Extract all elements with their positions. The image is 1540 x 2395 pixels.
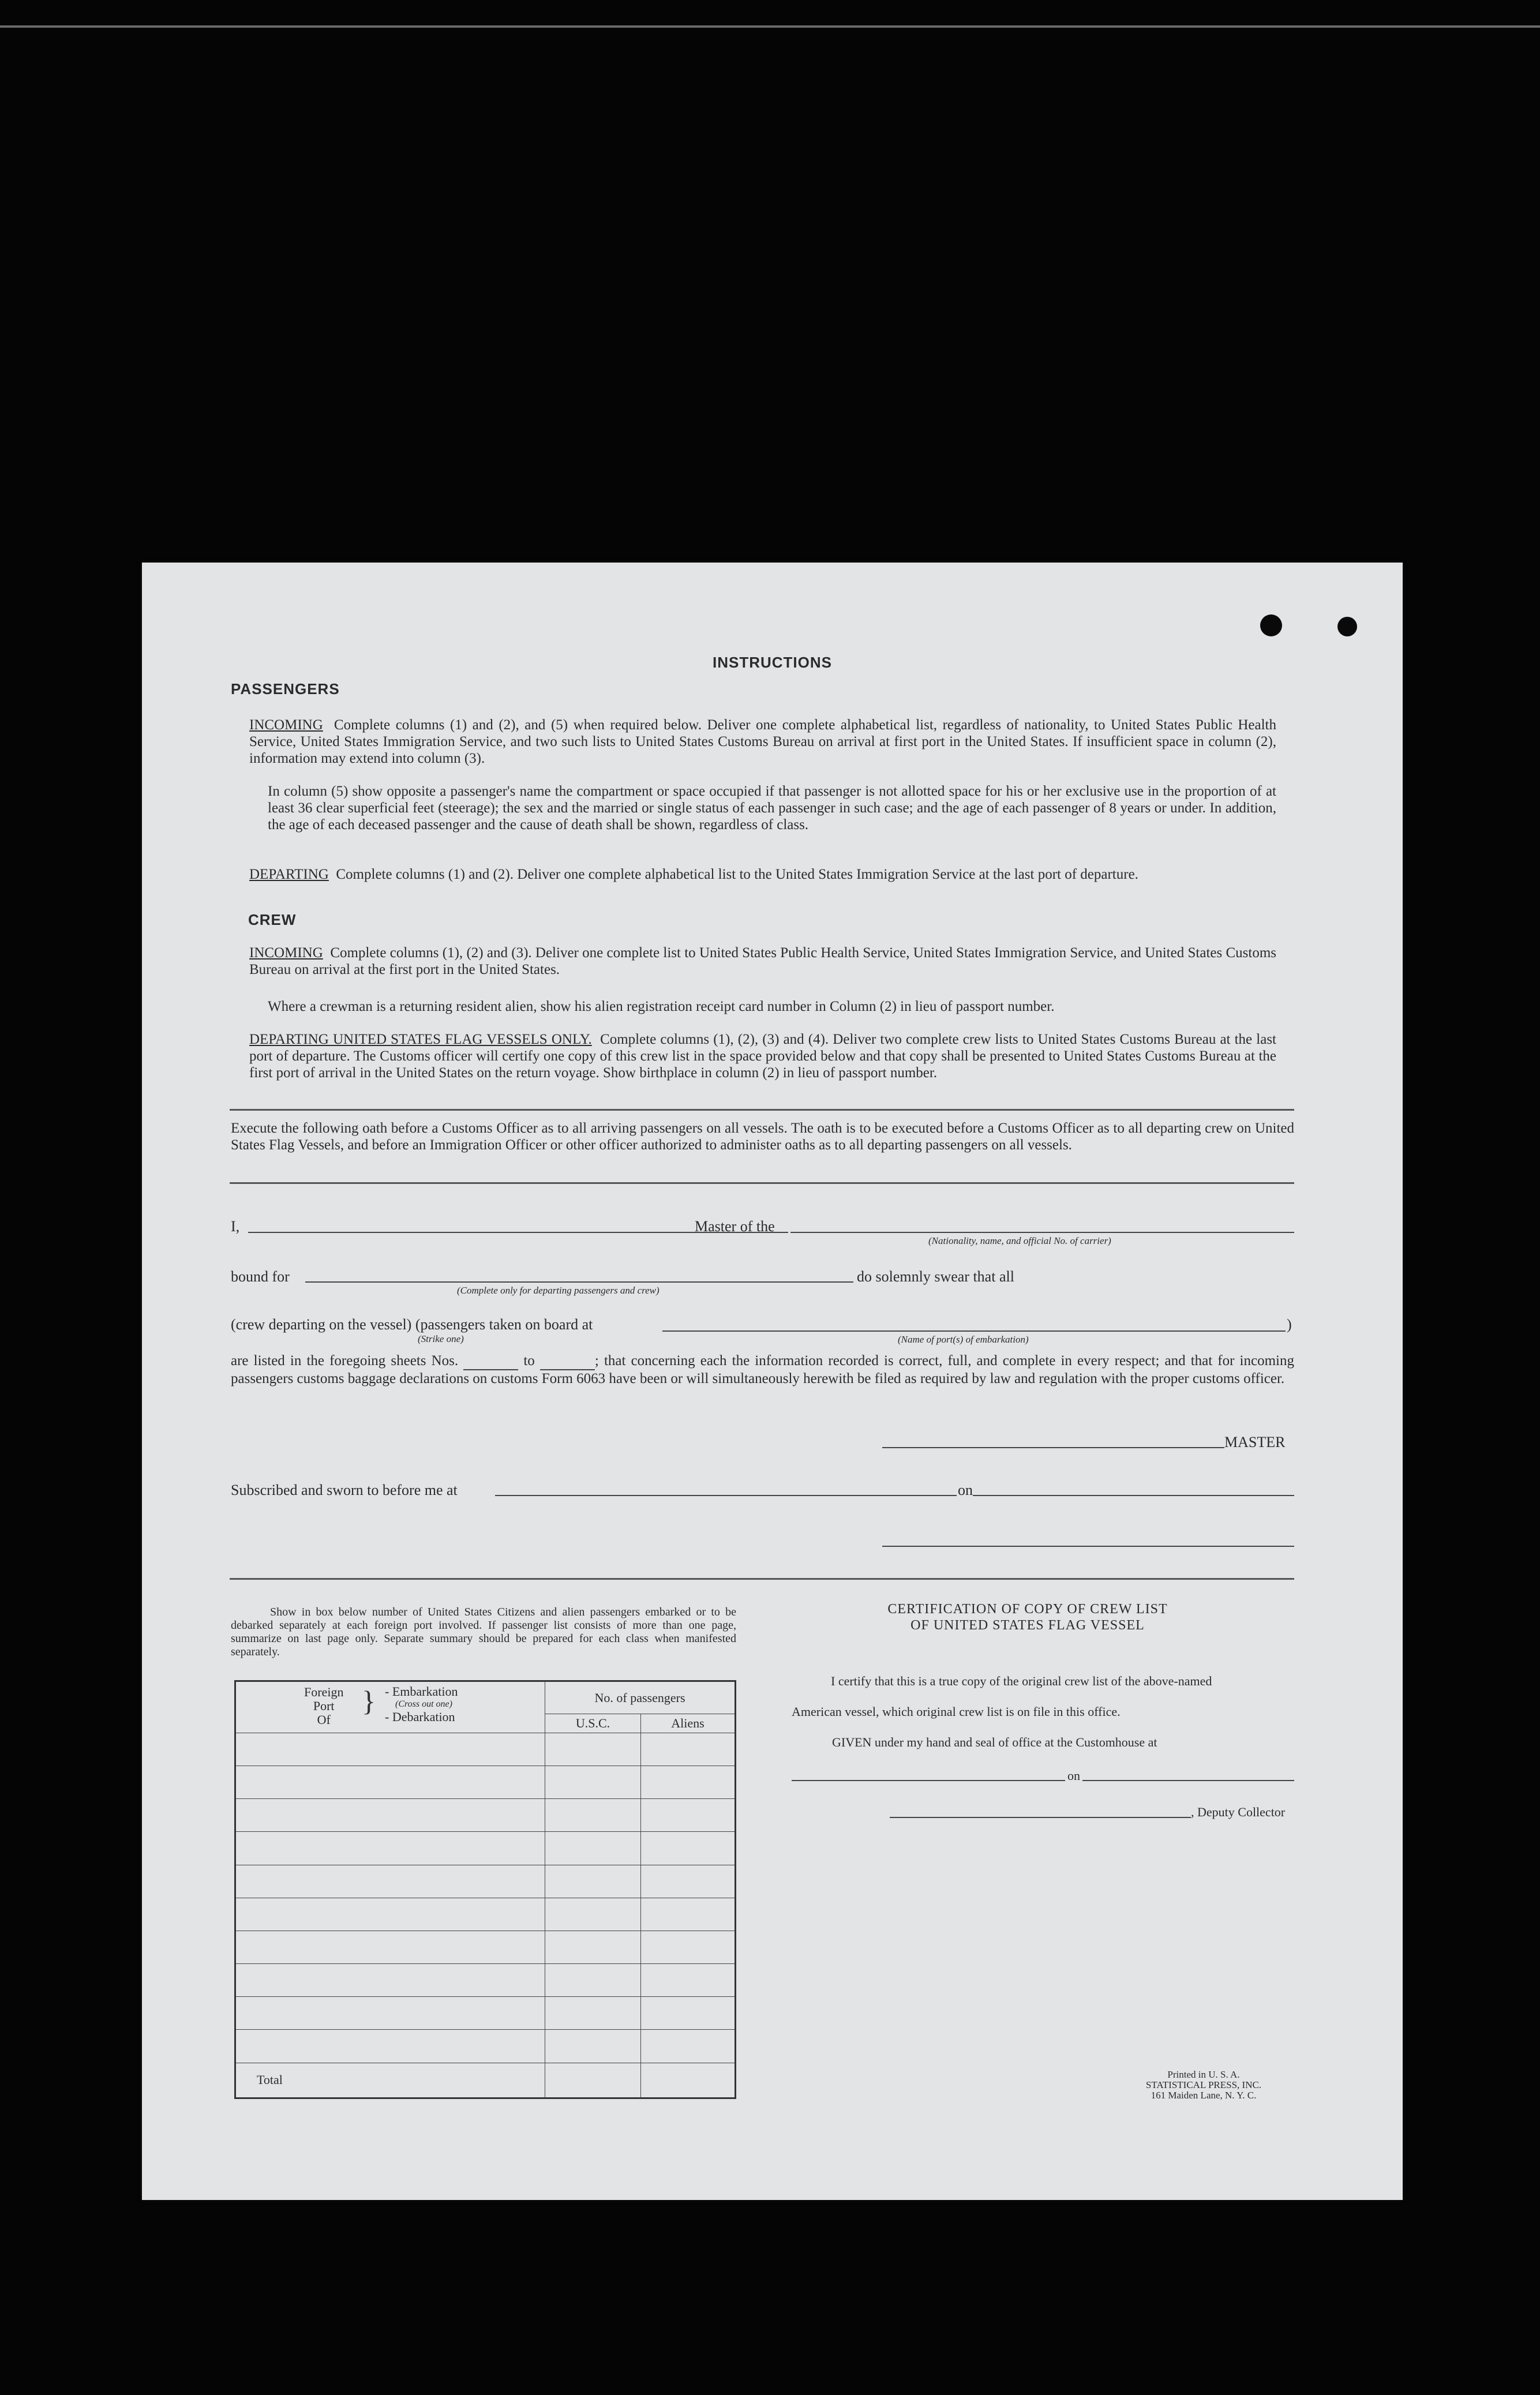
printer-line1: Printed in U. S. A. — [1167, 2069, 1240, 2080]
sworn-date-line[interactable] — [973, 1495, 1294, 1496]
port-cell[interactable] — [235, 1799, 545, 1832]
flag-vessels-label: DEPARTING UNITED STATES FLAG VESSELS ONLY. — [249, 1032, 592, 1047]
subscribed-label: Subscribed and sworn to before me at — [231, 1482, 458, 1498]
passengers-departing-paragraph — [249, 866, 1276, 883]
port-cell[interactable] — [235, 1997, 545, 2030]
usc-total-cell[interactable] — [545, 2063, 641, 2098]
crewman-paragraph: Where a crewman is a returning resident alien, show his alien registration receipt card number in Column (2) in lieu of passport number. — [268, 999, 1055, 1014]
bound-for-label: bound for — [231, 1268, 290, 1285]
section-divider — [230, 1578, 1294, 1580]
certification-on-label: on — [1067, 1768, 1080, 1783]
usc-cell[interactable] — [545, 1964, 641, 1997]
officer-signature-line[interactable] — [882, 1546, 1294, 1547]
complete-only-caption: (Complete only for departing passengers and crew) — [457, 1285, 660, 1296]
port-cell[interactable] — [235, 1733, 545, 1766]
nationality-caption: (Nationality, name, and official No. of carrier) — [928, 1235, 1111, 1246]
sworn-place-line[interactable] — [495, 1495, 957, 1496]
usc-cell[interactable] — [545, 1766, 641, 1799]
usc-header: U.S.C. — [545, 1714, 641, 1733]
punch-hole — [1260, 614, 1282, 636]
usc-cell[interactable] — [545, 1832, 641, 1865]
printer-line3: 161 Maiden Lane, N. Y. C. — [1151, 2090, 1257, 2101]
crew-departing-label: (crew departing on the vessel) (passengers taken on board at — [231, 1316, 593, 1333]
listed-paragraph — [231, 1352, 1294, 1387]
passengers-incoming-paragraph — [249, 717, 1276, 767]
flag-vessels-paragraph — [249, 1031, 1276, 1081]
aliens-cell[interactable] — [641, 1865, 736, 1898]
crew-heading: CREW — [248, 911, 297, 928]
usc-cell[interactable] — [545, 1997, 641, 2030]
departing-text: Complete columns (1) and (2). Deliver one complete alphabetical list to the United States Immigration Service at the last port of departure. — [336, 867, 1138, 882]
instructions-title: INSTRUCTIONS — [713, 654, 832, 671]
usc-cell[interactable] — [545, 1931, 641, 1963]
master-label: MASTER — [1224, 1434, 1286, 1451]
close-paren: ) — [1287, 1316, 1292, 1333]
certify-line2: American vessel, which original crew list is on file in this office. — [792, 1704, 1121, 1719]
debarkation-label: - Debarkation — [385, 1710, 455, 1724]
listed-to: to — [523, 1353, 535, 1369]
deputy-signature-line[interactable] — [890, 1817, 1191, 1818]
incoming-text: Complete columns (1) and (2), and (5) when required below. Deliver one complete alphabetical list, regardless of nationality, to United States Public Health Service, United States Immigration Service, and two such lists to United States Customs Bureau on arrival at first port in the United States. If insufficient space in column (2), information may extend into column (3). — [249, 717, 1277, 766]
vessel-name-line[interactable] — [790, 1232, 1294, 1233]
strike-one-caption: (Strike one) — [418, 1333, 464, 1344]
aliens-cell[interactable] — [641, 1799, 736, 1832]
ports-caption: (Name of port(s) of embarkation) — [898, 1334, 1029, 1345]
summary-instruction: Show in box below number of United States Citizens and alien passengers embarked or to be debarked separately at each foreign port involved. If passenger list consists of more than one page, summarize on last page only. Separate summary should be prepared for each class when manifested separately. — [231, 1606, 736, 1658]
oath-i-label: I, — [231, 1218, 240, 1235]
aliens-cell[interactable] — [641, 1964, 736, 1997]
oath-instruction: Execute the following oath before a Customs Officer as to all arriving passengers on all vessels. The oath is to be executed before a Customs Officer as to all departing crew on United States Flag Vessels, and before an Immigration Officer or other officer authorized to administer oaths as to all departing passengers on all vessels. — [231, 1120, 1294, 1153]
aliens-header: Aliens — [641, 1714, 736, 1733]
aliens-cell[interactable] — [641, 1898, 736, 1931]
printer-line2: STATISTICAL PRESS, INC. — [1145, 2079, 1262, 2090]
given-line: GIVEN under my hand and seal of office at the Customhouse at — [832, 1735, 1157, 1749]
usc-cell[interactable] — [545, 1898, 641, 1931]
port-cell[interactable] — [235, 1865, 545, 1898]
section-divider — [230, 1182, 1294, 1184]
sworn-on-label: on — [958, 1482, 973, 1498]
aliens-cell[interactable] — [641, 1997, 736, 2030]
listed-rest: ; that concerning each the information recorded is correct, full, and complete in every respect; and that for incoming passengers customs baggage declarations on customs Form 6063 have been or will simultaneously herewith be filed as required by law and regulation with the proper customs officer. — [231, 1353, 1294, 1386]
flag-vessels-text: Complete columns (1), (2), (3) and (4). Deliver two complete crew lists to United States Customs Bureau at the last port of departure. The Customs officer will certify one copy of this crew list in the space provided below and that copy shall be presented to United States Customs Bureau at the first port of arrival in the United States on the return voyage. Show birthplace in column (2) in lieu of passport number. — [249, 1032, 1276, 1081]
aliens-cell[interactable] — [641, 2030, 736, 2063]
port-cell[interactable] — [235, 1898, 545, 1931]
total-label: Total — [235, 2063, 545, 2098]
port-cell[interactable] — [235, 1766, 545, 1799]
port-cell[interactable] — [235, 1832, 545, 1865]
port-cell[interactable] — [235, 1931, 545, 1963]
of-label: Of — [317, 1712, 331, 1727]
aliens-cell[interactable] — [641, 1733, 736, 1766]
certification-title-line1: CERTIFICATION OF COPY OF CREW LIST — [887, 1602, 1168, 1617]
aliens-cell[interactable] — [641, 1766, 736, 1799]
certification-title — [765, 1601, 1290, 1633]
form-page — [142, 563, 1403, 2200]
column5-paragraph: In column (5) show opposite a passenger's name the compartment or space occupied if that passenger is not allotted space for his or her exclusive use in the proportion of at least 36 clear superficial feet (steerage); the sex and the married or single status of each passenger in such case; and the age of each passenger of 8 years or under. In addition, the age of each deceased passenger and the cause of death shall be shown, regardless of class. — [268, 784, 1276, 833]
certification-date-line[interactable] — [1082, 1780, 1294, 1781]
port-cell[interactable] — [235, 2030, 545, 2063]
usc-cell[interactable] — [545, 1733, 641, 1766]
usc-cell[interactable] — [545, 2030, 641, 2063]
printer-imprint — [1117, 2070, 1290, 2101]
film-edge-line — [0, 25, 1540, 28]
usc-cell[interactable] — [545, 1799, 641, 1832]
sheet-to-line[interactable] — [540, 1352, 595, 1370]
bound-for-line[interactable] — [305, 1281, 853, 1283]
punch-hole — [1337, 617, 1357, 636]
aliens-cell[interactable] — [641, 1931, 736, 1963]
foreign-port-header: Foreign Port Of } - Embarkation (Cross out one) - Debarkation — [235, 1681, 545, 1733]
sheet-from-line[interactable] — [463, 1352, 518, 1370]
crew-incoming-paragraph — [249, 944, 1276, 978]
swear-label: do solemnly swear that all — [857, 1268, 1014, 1285]
passengers-heading: PASSENGERS — [231, 680, 340, 698]
port-label: Port — [313, 1699, 335, 1713]
crew-incoming-label: INCOMING — [249, 945, 323, 961]
passenger-summary-table — [234, 1680, 736, 2099]
aliens-cell[interactable] — [641, 1832, 736, 1865]
departing-label: DEPARTING — [249, 867, 329, 882]
port-of-embarkation-line[interactable] — [662, 1330, 1286, 1332]
port-cell[interactable] — [235, 1964, 545, 1997]
section-divider — [230, 1109, 1294, 1111]
listed-prefix: are listed in the foregoing sheets Nos. — [231, 1353, 459, 1369]
usc-cell[interactable] — [545, 1865, 641, 1898]
customhouse-line[interactable] — [792, 1780, 1065, 1781]
deputy-collector-label: , Deputy Collector — [1191, 1805, 1286, 1819]
embarkation-label: - Embarkation — [385, 1684, 458, 1699]
foreign-label: Foreign — [304, 1685, 344, 1699]
master-of-label: Master of the — [695, 1218, 775, 1235]
incoming-label: INCOMING — [249, 717, 323, 733]
no-passengers-header: No. of passengers — [545, 1681, 736, 1714]
master-signature-line[interactable] — [882, 1447, 1224, 1448]
cross-out-caption: (Cross out one) — [395, 1699, 452, 1709]
certify-line1: I certify that this is a true copy of the original crew list of the above-named — [831, 1674, 1212, 1688]
crew-incoming-text: Complete columns (1), (2) and (3). Deliver one complete list to United States Public Health Service, United States Immigration Service, and United States Customs Bureau on arrival at the first port in the United States. — [249, 945, 1277, 977]
aliens-total-cell[interactable] — [641, 2063, 736, 2098]
certification-title-line2: OF UNITED STATES FLAG VESSEL — [910, 1618, 1145, 1633]
